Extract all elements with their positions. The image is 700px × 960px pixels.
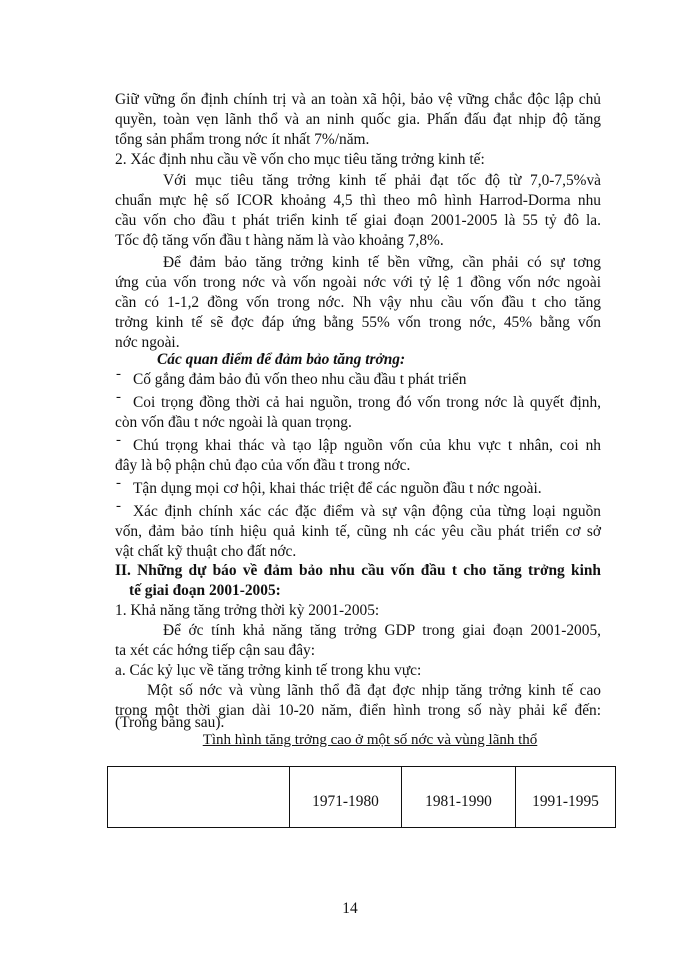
bullet-item-cont: đây là bộ phận chủ đạo của vốn đầu t trong nớc. xyxy=(115,457,411,474)
table-header-cell: 1971-1980 xyxy=(290,767,402,828)
bullet-dash: - xyxy=(116,389,121,405)
text-line: Tốc độ tăng vốn đầu t hàng năm là vào khoảng 7,8%. xyxy=(115,232,444,249)
text-line: Với mục tiêu tăng trởng kinh tế phải đạt tốc độ từ 7,0-7,5%và xyxy=(163,172,601,189)
bullet-dash: - xyxy=(116,498,121,514)
text-line: ứng của vốn trong nớc và vốn ngoài nớc với tỷ lệ 1 đồng vốn nớc ngoài xyxy=(115,274,601,291)
page-number: 14 xyxy=(342,900,358,917)
text-line: cần có 1-1,2 đồng vốn trong nớc. Nh vậy nhu cầu vốn đầu t cho tăng xyxy=(115,294,601,311)
subheading: Các quan điểm để đảm bảo tăng trởng: xyxy=(157,351,406,368)
table-header-cell: 1981-1990 xyxy=(402,767,516,828)
text-line: ta xét các hớng tiếp cận sau đây: xyxy=(115,642,316,659)
section-heading: 2. Xác định nhu cầu về vốn cho mục tiêu tăng trởng kinh tế: xyxy=(115,151,485,168)
section-heading-bold: tế giai đoạn 2001-2005: xyxy=(129,582,281,599)
bullet-item: Xác định chính xác các đặc điểm và sự vận động của từng loại nguồn xyxy=(133,503,601,520)
bullet-item: Coi trọng đồng thời cả hai nguồn, trong đó vốn trong nớc là quyết định, xyxy=(133,394,601,411)
text-line: Một số nớc và vùng lãnh thổ đã đạt đợc nhịp tăng trởng kinh tế cao xyxy=(147,682,601,699)
text-line: Giữ vững ổn định chính trị và an toàn xã hội, bảo vệ vững chắc độc lập chủ xyxy=(115,91,601,108)
subsection-heading: a. Các kỷ lục về tăng trởng kinh tế trong khu vực: xyxy=(115,662,422,679)
table-header-cell xyxy=(108,767,290,828)
text-line: Để đảm bảo tăng trởng kinh tế bền vững, cần phải có sự tơng xyxy=(163,254,601,271)
text-line: tổng sản phẩm trong nớc ít nhất 7%/năm. xyxy=(115,131,370,148)
table-header-row xyxy=(108,767,616,828)
text-line: cầu vốn cho đầu t phát triển kinh tế giai đoạn 2001-2005 là 55 tỷ đô la. xyxy=(115,212,601,229)
table-header-cell: 1991-1995 xyxy=(516,767,616,828)
text-line: trởng kinh tế sẽ đợc đáp ứng bằng 55% vốn trong nớc, 45% bằng vốn xyxy=(115,314,601,331)
text-line: Để ớc tính khả năng tăng trởng GDP trong giai đoạn 2001-2005, xyxy=(163,622,601,639)
bullet-dash: - xyxy=(116,366,121,382)
bullet-item: Tận dụng mọi cơ hội, khai thác triệt để các nguồn đầu t nớc ngoài. xyxy=(133,480,542,497)
text-line: chuẩn mực hệ số ICOR khoảng 4,5 thì theo mô hình Harrod-Dorma nhu xyxy=(115,192,601,209)
data-table xyxy=(107,766,616,828)
bullet-item-cont: vật chất kỹ thuật cho đất nớc. xyxy=(115,543,297,560)
text-line: nớc ngoài. xyxy=(115,334,180,351)
bullet-dash: - xyxy=(116,432,121,448)
subsection-heading: 1. Khả năng tăng trởng thời kỳ 2001-2005: xyxy=(115,602,380,619)
bullet-item-cont: vốn, đảm bảo tính hiệu quả kinh tế, cũng nh các yêu cầu phát triển cơ sở xyxy=(115,523,601,540)
text-line: trong một thời gian dài 10-20 năm, điển hình trong số này phải kể đến: xyxy=(115,702,601,719)
bullet-item: Cố gắng đảm bảo đủ vốn theo nhu cầu đầu t phát triển xyxy=(133,371,467,388)
bullet-item-cont: còn vốn đầu t nớc ngoài là quan trọng. xyxy=(115,414,352,431)
text-line: quyền, toàn vẹn lãnh thổ và an ninh quốc gia. Phấn đấu đạt nhịp độ tăng xyxy=(115,111,601,128)
section-heading-bold: II. Những dự báo về đảm bảo nhu cầu vốn đầu t cho tăng trởng kinh xyxy=(115,562,601,579)
table-caption: Tình hình tăng trởng cao ở một số nớc và vùng lãnh thổ xyxy=(202,732,538,748)
bullet-dash: - xyxy=(116,475,121,491)
text-line: (Trong bảng sau). xyxy=(115,714,225,731)
bullet-item: Chú trọng khai thác và tạo lập nguồn vốn của khu vực t nhân, coi nh xyxy=(133,437,601,454)
